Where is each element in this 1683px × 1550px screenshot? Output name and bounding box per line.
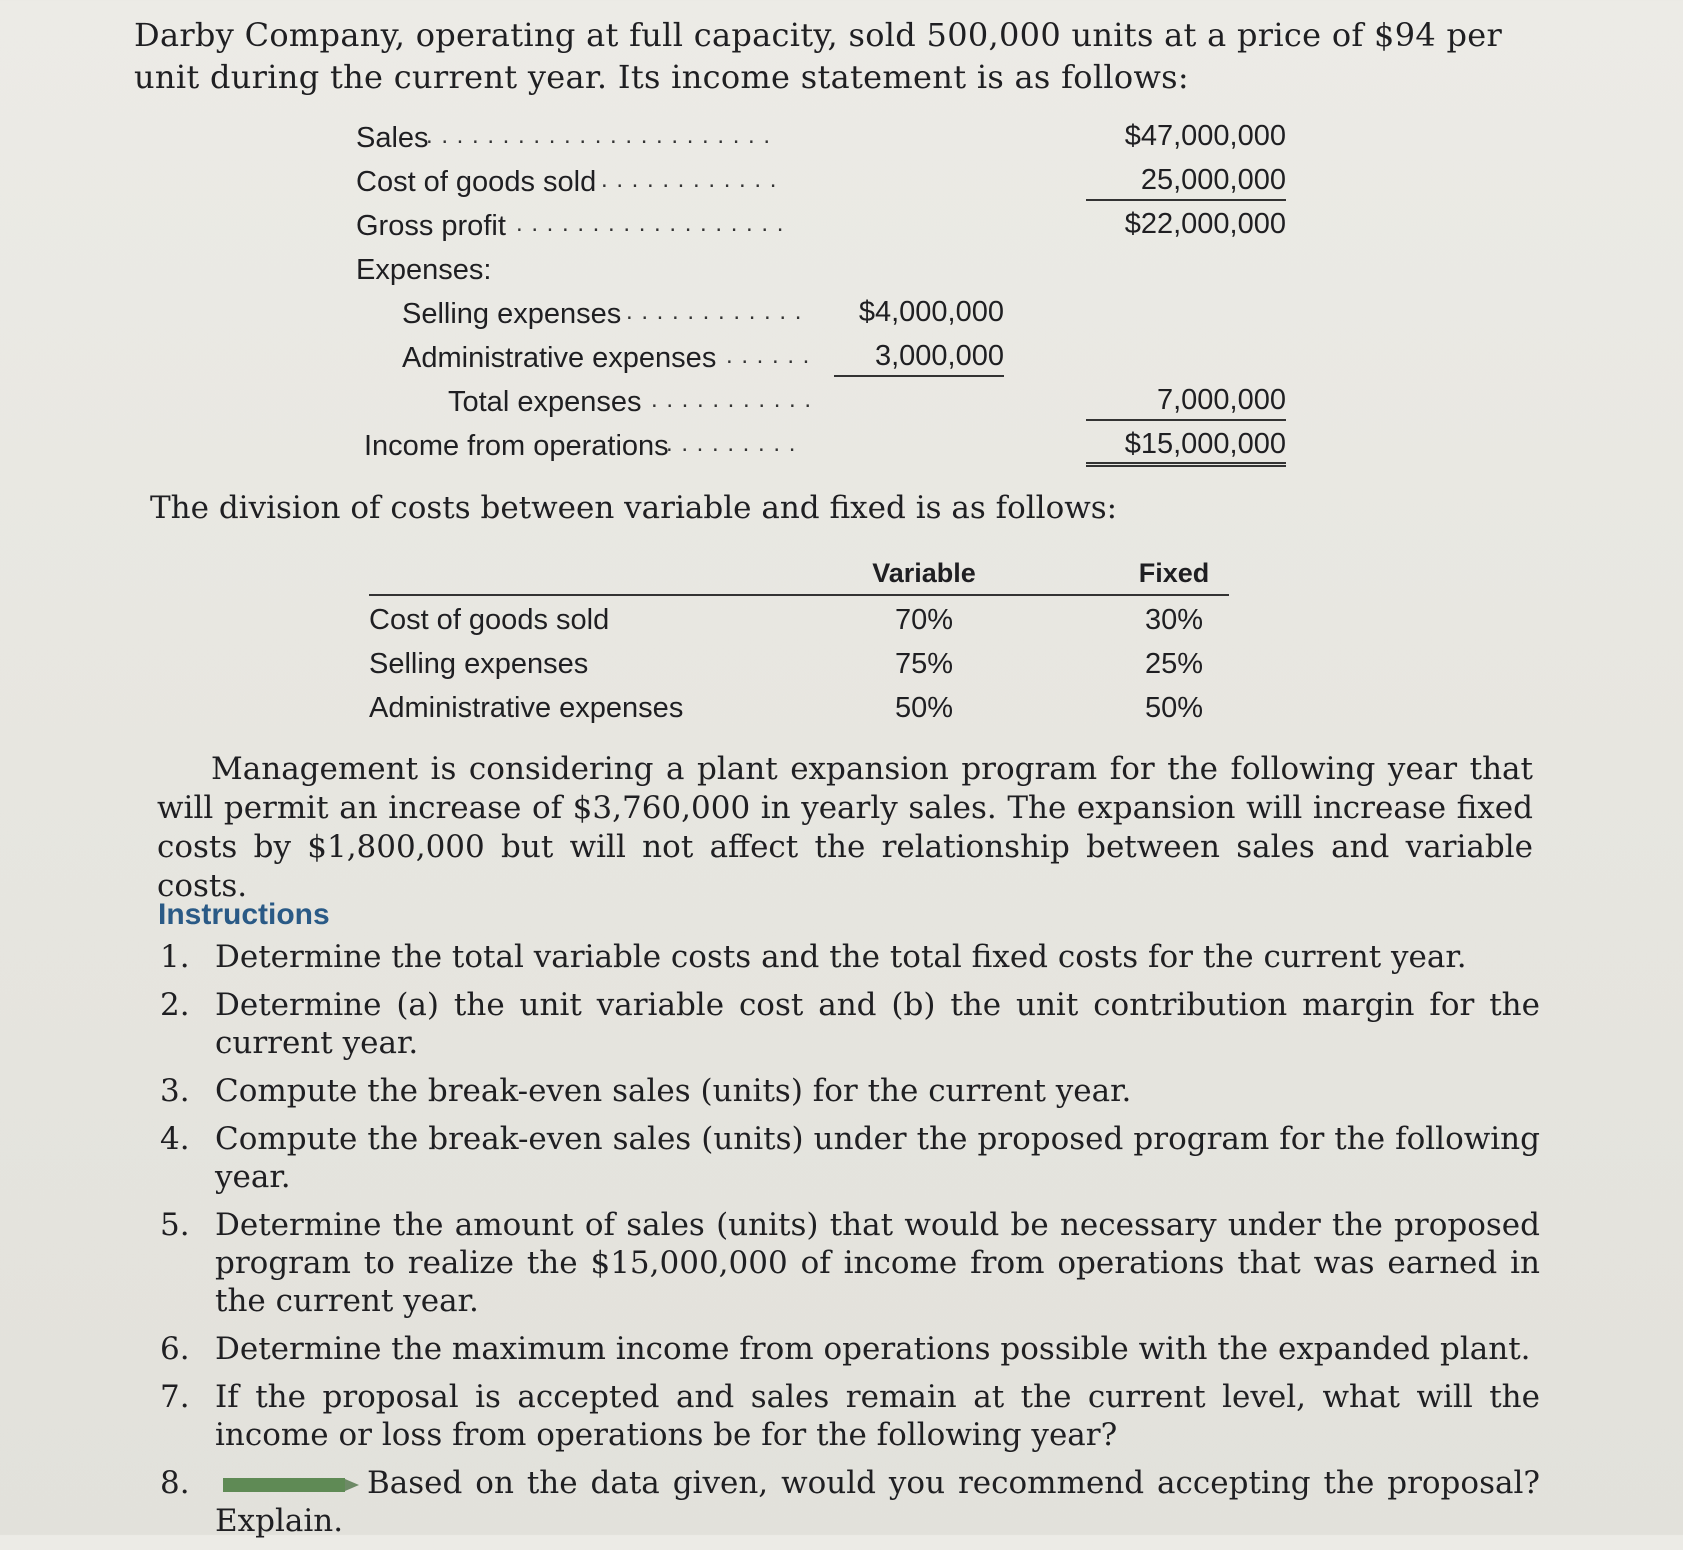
fixed-pct: 30% (1144, 604, 1204, 636)
item-text: Determine the maximum income from operations possible with the expanded plant. (215, 1331, 1531, 1367)
item-text: Based on the data given, would you recommend accepting the proposal? Explain. (215, 1465, 1540, 1539)
item-number: 7. (160, 1379, 190, 1415)
item-text: Compute the break-even sales (units) for the current year. (215, 1073, 1132, 1109)
item-number: 1. (160, 939, 190, 975)
sales-value: $47,000,000 (1124, 120, 1286, 152)
list-item (160, 1330, 1540, 1368)
income-label: Income from operations (364, 430, 669, 462)
row-admin (356, 338, 1286, 382)
item-number: 3. (160, 1073, 190, 1109)
management-paragraph: Management is considering a plant expansion program for the following year that will permit an increase of $3,760,000 in yearly sales. The expansion will increase fixed costs by $1,800,000 but will not affect the relationship between sales and variable costs. (157, 751, 1533, 904)
leader-dots: . . . . . . (726, 342, 811, 369)
admin-value: 3,000,000 (834, 340, 1004, 377)
row-label: Administrative expenses (369, 692, 684, 724)
row-cogs (356, 162, 1286, 206)
item-number: 4. (160, 1121, 190, 1157)
list-item (160, 1464, 1540, 1540)
expenses-label: Expenses: (356, 254, 492, 286)
admin-label: Administrative expenses (402, 342, 717, 374)
table-row (369, 640, 1229, 684)
cogs-label: Cost of goods sold (356, 166, 597, 198)
gross-profit-label: Gross profit (356, 210, 506, 242)
leader-dots: . . . . . . . . . . . . . . . . . . . . . . . (426, 122, 772, 149)
item-number: 5. (160, 1207, 190, 1243)
fixed-pct: 25% (1144, 648, 1204, 680)
variable-pct: 70% (894, 604, 954, 636)
list-item (160, 1072, 1540, 1110)
row-sales (356, 118, 1286, 162)
variable-pct: 50% (894, 692, 954, 724)
leader-dots: . . . . . . . . . . . (651, 386, 813, 413)
item-text: Determine the amount of sales (units) that would be necessary under the proposed program to realize the $15,000,000 of income from operations that was earned in the current year. (215, 1207, 1540, 1319)
division-text: The division of costs between variable and fixed is as follows: (150, 490, 1118, 526)
item-text: If the proposal is accepted and sales remain at the current level, what will the income or loss from operations be for the following year? (215, 1379, 1540, 1453)
leader-dots: . . . . . . . . . . . . (601, 166, 778, 193)
variable-pct: 75% (894, 648, 954, 680)
income-statement (356, 118, 1286, 470)
row-total-expenses (356, 382, 1286, 426)
table-row (369, 596, 1229, 640)
row-label: Cost of goods sold (369, 604, 610, 636)
item-text: Compute the break-even sales (units) under the proposed program for the following year. (215, 1121, 1540, 1195)
cogs-value: 25,000,000 (1086, 164, 1286, 201)
gross-profit-value: $22,000,000 (1124, 208, 1286, 240)
problem-intro: Darby Company, operating at full capacity, sold 500,000 units at a price of $94 per unit during the current year. Its income statement is as follows: (134, 16, 1503, 96)
row-expenses-header (356, 250, 1286, 294)
income-value: $15,000,000 (1086, 428, 1286, 467)
variable-header: Variable (872, 558, 976, 588)
item-number: 8. (160, 1465, 190, 1501)
table-row (369, 684, 1229, 728)
total-expenses-label: Total expenses (448, 386, 642, 418)
row-gross-profit (356, 206, 1286, 250)
item-number: 2. (160, 987, 190, 1023)
fixed-header: Fixed (1138, 558, 1210, 588)
item-text: Determine (a) the unit variable cost and (b) the unit contribution margin for the current year. (215, 987, 1540, 1061)
selling-value: $4,000,000 (858, 296, 1004, 328)
item-number: 6. (160, 1331, 190, 1367)
table-header (369, 554, 1229, 596)
list-item (160, 938, 1540, 976)
list-item (160, 1120, 1540, 1196)
cost-division-table (369, 554, 1229, 728)
leader-dots: . . . . . . . . . . . . . . . . . . (516, 210, 785, 237)
leader-dots: . . . . . . . . . (666, 430, 797, 457)
sales-label: Sales (356, 122, 429, 154)
total-expenses-value: 7,000,000 (1086, 384, 1286, 421)
list-item (160, 1206, 1540, 1320)
list-item (160, 1378, 1540, 1454)
leader-dots: . . . . . . . . . . . . (626, 298, 803, 325)
selling-label: Selling expenses (402, 298, 622, 330)
instructions-heading: Instructions (158, 898, 330, 931)
row-selling (356, 294, 1286, 338)
instructions-list (160, 938, 1540, 1550)
row-label: Selling expenses (369, 648, 589, 680)
row-income (356, 426, 1286, 470)
ethics-marker-icon (223, 1478, 345, 1492)
item-text: Determine the total variable costs and the total fixed costs for the current year. (215, 939, 1467, 975)
fixed-pct: 50% (1144, 692, 1204, 724)
list-item (160, 986, 1540, 1062)
